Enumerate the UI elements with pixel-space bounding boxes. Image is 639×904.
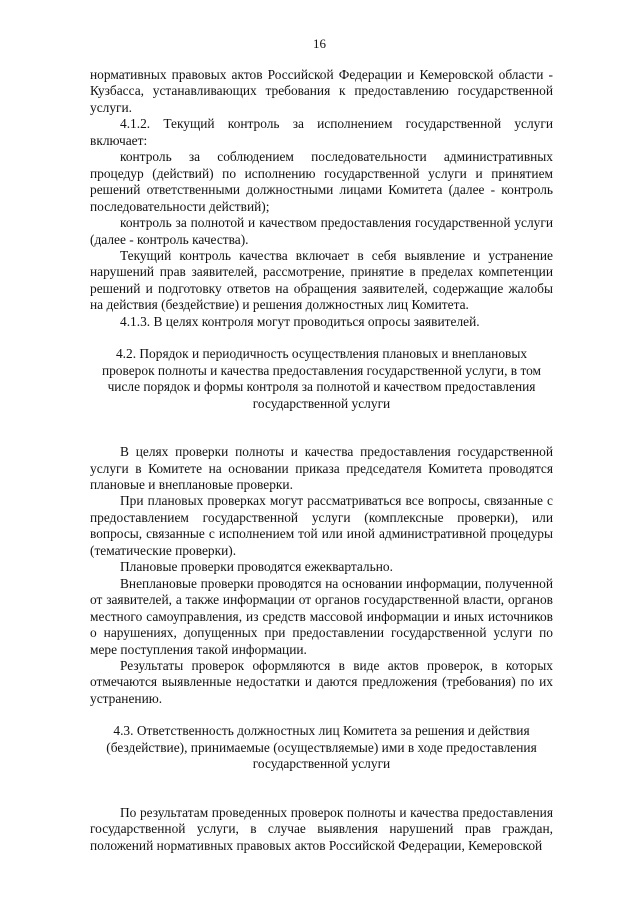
paragraph-current-quality-control: Текущий контроль качества включает в себя выявление и устранение нарушений прав заявителей, рассмотрение, принятие в пределах компетенции решений и подготовку ответов на обращения заявителей, содержащие жалобы на действия (бездействие) и решения должностных лиц Комитета. (90, 247, 553, 313)
paragraph-4-1-3: 4.1.3. В целях контроля могут проводиться опросы заявителей. (120, 313, 480, 329)
section-heading-4-3: 4.3. Ответственность должностных лиц Комитета за решения и действия (бездействие), принимаемые (осуществляемые) ими в ходе предоставления государственной услуги (106, 723, 537, 772)
section-heading-4-2: 4.2. Порядок и периодичность осуществления плановых и внеплановых проверок полноты и качества предоставления государственной услуги, в том числе порядок и формы контроля за полнотой и качеством предоставления государственной услуги (101, 346, 542, 411)
section-gap (90, 330, 553, 346)
paragraph-responsibility: По результатам проведенных проверок полноты и качества предоставления государственной услуги, в случае выявления нарушений прав граждан, положений нормативных правовых актов Российской Федерации, Кемеровской (90, 804, 553, 853)
page-number: 16 (313, 36, 326, 51)
paragraph-4-1-2: 4.1.2. Текущий контроль за исполнением государственной услуги включает: (90, 116, 553, 148)
paragraph-continuation: нормативных правовых актов Российской Федерации и Кемеровской области - Кузбасса, устанавливающих требования к предоставлению государственной услуги. (90, 67, 553, 115)
paragraph-unplanned-inspections: Внеплановые проверки проводятся на основании информации, полученной от заявителей, а также информации от органов государственной власти, органов местного самоуправления, из средств массовой информации и иных источников о нарушениях, допущенных при предоставлении государственной услуги по мере поступления такой информации. (90, 575, 553, 657)
paragraph-sequence-control: контроль за соблюдением последовательности административных процедур (действий) по исполнению государственной услуги и принятием решений ответственными должностными лицами Комитета (далее - контроль последовательности действий); (90, 149, 553, 214)
paragraph-quality-control: контроль за полнотой и качеством предоставления государственной услуги (далее - контроль качества). (90, 215, 553, 247)
document-body (90, 67, 553, 854)
section-gap (90, 773, 553, 805)
paragraph-inspection-results: Результаты проверок оформляются в виде актов проверок, в которых отмечаются выявленные недостатки и даются предложения (требования) по их устранению. (90, 657, 553, 706)
section-gap (90, 412, 553, 444)
paragraph-inspections-intro: В целях проверки полноты и качества предоставления государственной услуги в Комитете на основании приказа председателя Комитета проводятся плановые и внеплановые проверки. (90, 444, 553, 492)
paragraph-planned-inspections: При плановых проверках могут рассматриваться все вопросы, связанные с предоставлением государственной услуги (комплексные проверки), или вопросы, связанные с исполнением той или иной административной процедуры (тематические проверки). (90, 493, 553, 558)
section-gap (90, 707, 553, 723)
paragraph-quarterly: Плановые проверки проводятся ежеквартально. (120, 559, 393, 575)
